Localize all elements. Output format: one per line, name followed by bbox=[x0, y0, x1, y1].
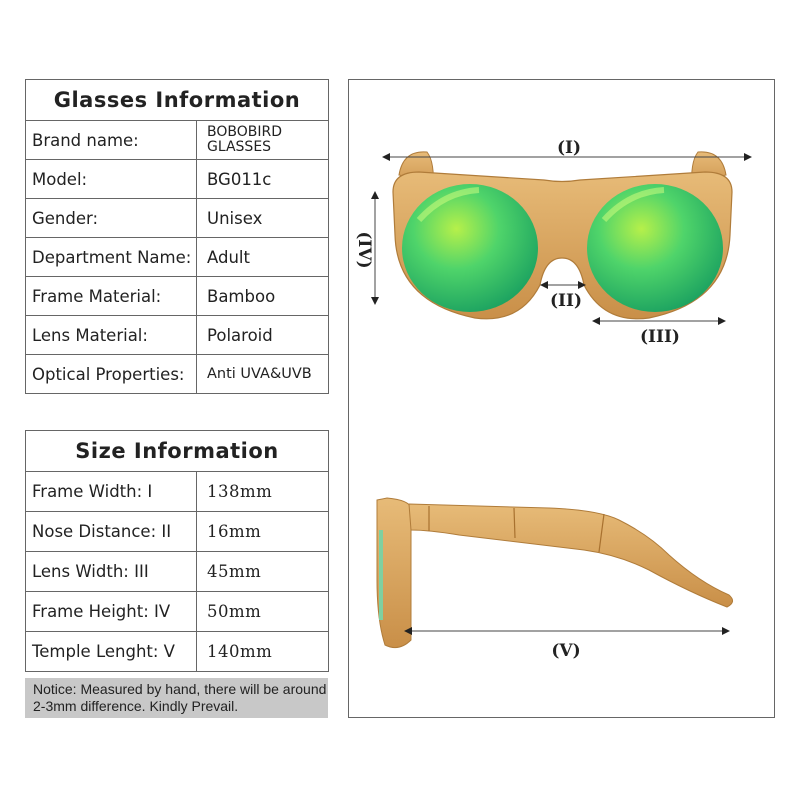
frame-width-label: Frame Width: I bbox=[26, 472, 197, 512]
optical-properties-label: Optical Properties: bbox=[26, 355, 197, 394]
brand-name-label: Brand name: bbox=[26, 121, 197, 160]
table-row bbox=[26, 316, 329, 355]
temple-arm-side bbox=[409, 504, 733, 607]
sunglasses-dimension-diagram bbox=[348, 79, 775, 718]
table-row bbox=[26, 592, 329, 632]
nose-distance-value: 16mm bbox=[197, 512, 329, 552]
optical-properties-value: Anti UVA&UVB bbox=[197, 355, 329, 394]
diagram-svg bbox=[349, 80, 776, 719]
table-row bbox=[26, 199, 329, 238]
table-row bbox=[26, 277, 329, 316]
department-name-label: Department Name: bbox=[26, 238, 197, 277]
lens-material-label: Lens Material: bbox=[26, 316, 197, 355]
lens-material-value: Polaroid bbox=[197, 316, 329, 355]
dimension-label-iii: (III) bbox=[640, 327, 680, 347]
table-row bbox=[26, 632, 329, 672]
model-label: Model: bbox=[26, 160, 197, 199]
left-lens bbox=[402, 184, 538, 312]
frame-height-label: Frame Height: IV bbox=[26, 592, 197, 632]
dimension-label-i: (I) bbox=[556, 138, 582, 158]
side-lens-edge bbox=[379, 530, 383, 620]
gender-label: Gender: bbox=[26, 199, 197, 238]
model-value: BG011c bbox=[197, 160, 329, 199]
table-row bbox=[26, 472, 329, 512]
measurement-notice: Notice: Measured by hand, there will be around 2-3mm difference. Kindly Prevail. bbox=[25, 678, 328, 718]
temple-length-label: Temple Lenght: V bbox=[26, 632, 197, 672]
dimension-label-ii: (II) bbox=[550, 291, 582, 311]
frame-material-value: Bamboo bbox=[197, 277, 329, 316]
department-name-value: Adult bbox=[197, 238, 329, 277]
table-row bbox=[26, 552, 329, 592]
dimension-label-v: (V) bbox=[551, 641, 581, 661]
table-row bbox=[26, 238, 329, 277]
frame-width-value: 138mm bbox=[197, 472, 329, 512]
table-row bbox=[26, 355, 329, 394]
size-information-table bbox=[25, 430, 329, 672]
dimension-label-iv: (IV) bbox=[354, 231, 374, 269]
sunglasses-side-view bbox=[377, 498, 733, 648]
temple-length-value: 140mm bbox=[197, 632, 329, 672]
size-information-title: Size Information bbox=[26, 431, 329, 472]
frame-height-value: 50mm bbox=[197, 592, 329, 632]
table-row bbox=[26, 121, 329, 160]
right-lens bbox=[587, 184, 723, 312]
nose-distance-label: Nose Distance: II bbox=[26, 512, 197, 552]
lens-width-label: Lens Width: III bbox=[26, 552, 197, 592]
table-row bbox=[26, 160, 329, 199]
glasses-information-table bbox=[25, 79, 329, 394]
lens-width-value: 45mm bbox=[197, 552, 329, 592]
gender-value: Unisex bbox=[197, 199, 329, 238]
brand-name-value: BOBOBIRD GLASSES bbox=[197, 121, 329, 160]
glasses-information-title: Glasses Information bbox=[26, 80, 329, 121]
table-row bbox=[26, 512, 329, 552]
frame-material-label: Frame Material: bbox=[26, 277, 197, 316]
